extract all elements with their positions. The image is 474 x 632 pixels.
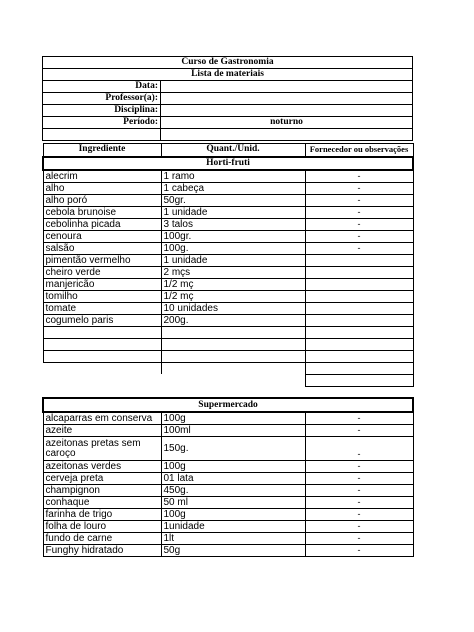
empty-cell bbox=[43, 129, 161, 141]
column-header-quantity: Quant./Unid. bbox=[161, 144, 305, 157]
empty-cell[interactable] bbox=[161, 338, 305, 350]
horti-table bbox=[42, 143, 414, 387]
observation-cell[interactable]: - bbox=[305, 182, 413, 194]
table-row bbox=[43, 206, 413, 218]
ingredient-cell[interactable]: alcaparras em conserva bbox=[43, 412, 161, 425]
table-row bbox=[43, 182, 413, 194]
discipline-value[interactable] bbox=[161, 105, 413, 117]
table-row bbox=[43, 230, 413, 242]
ingredient-cell[interactable]: tomate bbox=[43, 302, 161, 314]
quantity-cell[interactable]: 10 unidades bbox=[161, 302, 305, 314]
super-table bbox=[42, 397, 414, 557]
table-row bbox=[43, 461, 413, 473]
table-row bbox=[43, 425, 413, 437]
table-row bbox=[43, 350, 413, 362]
empty-cell[interactable] bbox=[305, 362, 413, 374]
discipline-label: Disciplina: bbox=[43, 105, 161, 117]
ingredient-cell[interactable]: pimentão vermelho bbox=[43, 254, 161, 266]
table-row bbox=[43, 362, 413, 374]
ingredient-cell[interactable]: azeitonas verdes bbox=[43, 461, 161, 473]
observation-cell[interactable]: - bbox=[305, 194, 413, 206]
ingredient-cell[interactable]: manjericão bbox=[43, 278, 161, 290]
observation-cell[interactable] bbox=[305, 314, 413, 326]
table-row bbox=[43, 242, 413, 254]
header-table bbox=[42, 56, 413, 141]
table-row bbox=[43, 170, 413, 183]
empty-cell[interactable] bbox=[305, 326, 413, 338]
table-row bbox=[43, 266, 413, 278]
ingredient-cell[interactable]: azeite bbox=[43, 425, 161, 437]
observation-cell[interactable]: - bbox=[305, 497, 413, 509]
quantity-cell[interactable]: 2 mçs bbox=[161, 266, 305, 278]
observation-cell[interactable] bbox=[305, 278, 413, 290]
quantity-cell[interactable]: 50g bbox=[161, 545, 305, 557]
period-value[interactable]: noturno bbox=[161, 117, 413, 129]
empty-cell[interactable] bbox=[305, 338, 413, 350]
observation-cell[interactable]: - bbox=[305, 437, 413, 461]
quantity-cell[interactable]: 01 lata bbox=[161, 473, 305, 485]
ingredient-cell[interactable]: cheiro verde bbox=[43, 266, 161, 278]
course-title: Curso de Gastronomia bbox=[43, 57, 413, 69]
empty-cell[interactable] bbox=[161, 326, 305, 338]
empty-cell[interactable] bbox=[161, 350, 305, 362]
table-row bbox=[43, 218, 413, 230]
quantity-cell[interactable]: 150g. bbox=[161, 437, 305, 461]
quantity-cell[interactable]: 200g. bbox=[161, 314, 305, 326]
ingredient-cell[interactable]: cerveja preta bbox=[43, 473, 161, 485]
table-row bbox=[43, 326, 413, 338]
ingredient-cell[interactable]: fundo de carne bbox=[43, 533, 161, 545]
quantity-cell[interactable]: 1 unidade bbox=[161, 206, 305, 218]
table-row bbox=[43, 485, 413, 497]
quantity-cell[interactable]: 1/2 mç bbox=[161, 290, 305, 302]
ingredient-cell[interactable]: conhaque bbox=[43, 497, 161, 509]
ingredient-cell[interactable]: farinha de trigo bbox=[43, 509, 161, 521]
quantity-cell[interactable]: 100g bbox=[161, 461, 305, 473]
period-label: Período: bbox=[43, 117, 161, 129]
empty-cell[interactable] bbox=[305, 350, 413, 362]
observation-cell[interactable]: - bbox=[305, 545, 413, 557]
professor-value[interactable] bbox=[161, 93, 413, 105]
date-label: Data: bbox=[43, 81, 161, 93]
observation-cell[interactable] bbox=[305, 302, 413, 314]
list-title: Lista de materiais bbox=[43, 69, 413, 81]
quantity-cell[interactable]: 100g. bbox=[161, 242, 305, 254]
observation-cell[interactable] bbox=[305, 254, 413, 266]
observation-cell[interactable]: - bbox=[305, 509, 413, 521]
date-value[interactable] bbox=[161, 81, 413, 93]
quantity-cell[interactable]: 1lt bbox=[161, 533, 305, 545]
table-row bbox=[43, 521, 413, 533]
observation-cell[interactable]: - bbox=[305, 206, 413, 218]
empty-cell[interactable] bbox=[43, 326, 161, 338]
column-header-ingredient: Ingrediente bbox=[43, 144, 161, 157]
ingredient-cell[interactable]: alecrim bbox=[43, 170, 161, 183]
empty-cell[interactable] bbox=[43, 350, 161, 362]
quantity-cell[interactable]: 50gr. bbox=[161, 194, 305, 206]
empty-cell bbox=[43, 374, 161, 386]
empty-cell bbox=[43, 362, 161, 374]
section-title-horti: Horti-fruti bbox=[43, 157, 413, 170]
quantity-cell[interactable]: 100ml bbox=[161, 425, 305, 437]
ingredient-cell[interactable]: cogumelo paris bbox=[43, 314, 161, 326]
observation-cell[interactable] bbox=[305, 290, 413, 302]
table-row bbox=[43, 545, 413, 557]
empty-cell bbox=[161, 362, 305, 374]
observation-cell[interactable]: - bbox=[305, 533, 413, 545]
table-row bbox=[43, 437, 413, 461]
observation-cell[interactable]: - bbox=[305, 521, 413, 533]
table-row bbox=[43, 314, 413, 326]
ingredient-cell[interactable]: alho bbox=[43, 182, 161, 194]
quantity-cell[interactable]: 1 cabeça bbox=[161, 182, 305, 194]
empty-cell[interactable] bbox=[305, 374, 413, 386]
table-row bbox=[43, 290, 413, 302]
observation-cell[interactable] bbox=[305, 266, 413, 278]
table-row bbox=[43, 533, 413, 545]
table-row bbox=[43, 254, 413, 266]
empty-cell bbox=[161, 374, 305, 386]
observation-cell[interactable]: - bbox=[305, 485, 413, 497]
ingredient-cell[interactable]: azeitonas pretas sem caroço bbox=[43, 437, 161, 461]
table-row bbox=[43, 473, 413, 485]
table-row bbox=[43, 497, 413, 509]
quantity-cell[interactable]: 1 unidade bbox=[161, 254, 305, 266]
observation-cell[interactable]: - bbox=[305, 412, 413, 425]
quantity-cell[interactable]: 450g. bbox=[161, 485, 305, 497]
ingredient-cell[interactable]: cebola brunoise bbox=[43, 206, 161, 218]
observation-cell[interactable]: - bbox=[305, 425, 413, 437]
table-row bbox=[43, 374, 413, 386]
professor-label: Professor(a): bbox=[43, 93, 161, 105]
table-row bbox=[43, 338, 413, 350]
quantity-cell[interactable]: 100gr. bbox=[161, 230, 305, 242]
ingredient-cell[interactable]: cenoura bbox=[43, 230, 161, 242]
quantity-cell[interactable]: 100g bbox=[161, 509, 305, 521]
ingredient-cell[interactable]: folha de louro bbox=[43, 521, 161, 533]
ingredient-cell[interactable]: salsão bbox=[43, 242, 161, 254]
observation-cell[interactable]: - bbox=[305, 218, 413, 230]
observation-cell[interactable]: - bbox=[305, 473, 413, 485]
empty-cell bbox=[161, 129, 413, 141]
observation-cell[interactable]: - bbox=[305, 242, 413, 254]
section-title-super: Supermercado bbox=[43, 398, 413, 412]
quantity-cell[interactable]: 1 ramo bbox=[161, 170, 305, 183]
quantity-cell[interactable]: 1unidade bbox=[161, 521, 305, 533]
empty-cell[interactable] bbox=[43, 338, 161, 350]
ingredient-cell[interactable]: cebolinha picada bbox=[43, 218, 161, 230]
quantity-cell[interactable]: 3 talos bbox=[161, 218, 305, 230]
observation-cell[interactable]: - bbox=[305, 170, 413, 183]
table-row bbox=[43, 412, 413, 425]
ingredient-cell[interactable]: Funghy hidratado bbox=[43, 545, 161, 557]
column-header-supplier: Fornecedor ou observações bbox=[305, 144, 413, 157]
table-row bbox=[43, 278, 413, 290]
observation-cell[interactable]: - bbox=[305, 230, 413, 242]
ingredient-cell[interactable]: tomilho bbox=[43, 290, 161, 302]
quantity-cell[interactable]: 1/2 mç bbox=[161, 278, 305, 290]
table-row bbox=[43, 509, 413, 521]
table-row bbox=[43, 302, 413, 314]
ingredient-cell[interactable]: alho poró bbox=[43, 194, 161, 206]
table-row bbox=[43, 194, 413, 206]
ingredient-cell[interactable]: champignon bbox=[43, 485, 161, 497]
observation-cell[interactable]: - bbox=[305, 461, 413, 473]
quantity-cell[interactable]: 100g bbox=[161, 412, 305, 425]
quantity-cell[interactable]: 50 ml bbox=[161, 497, 305, 509]
